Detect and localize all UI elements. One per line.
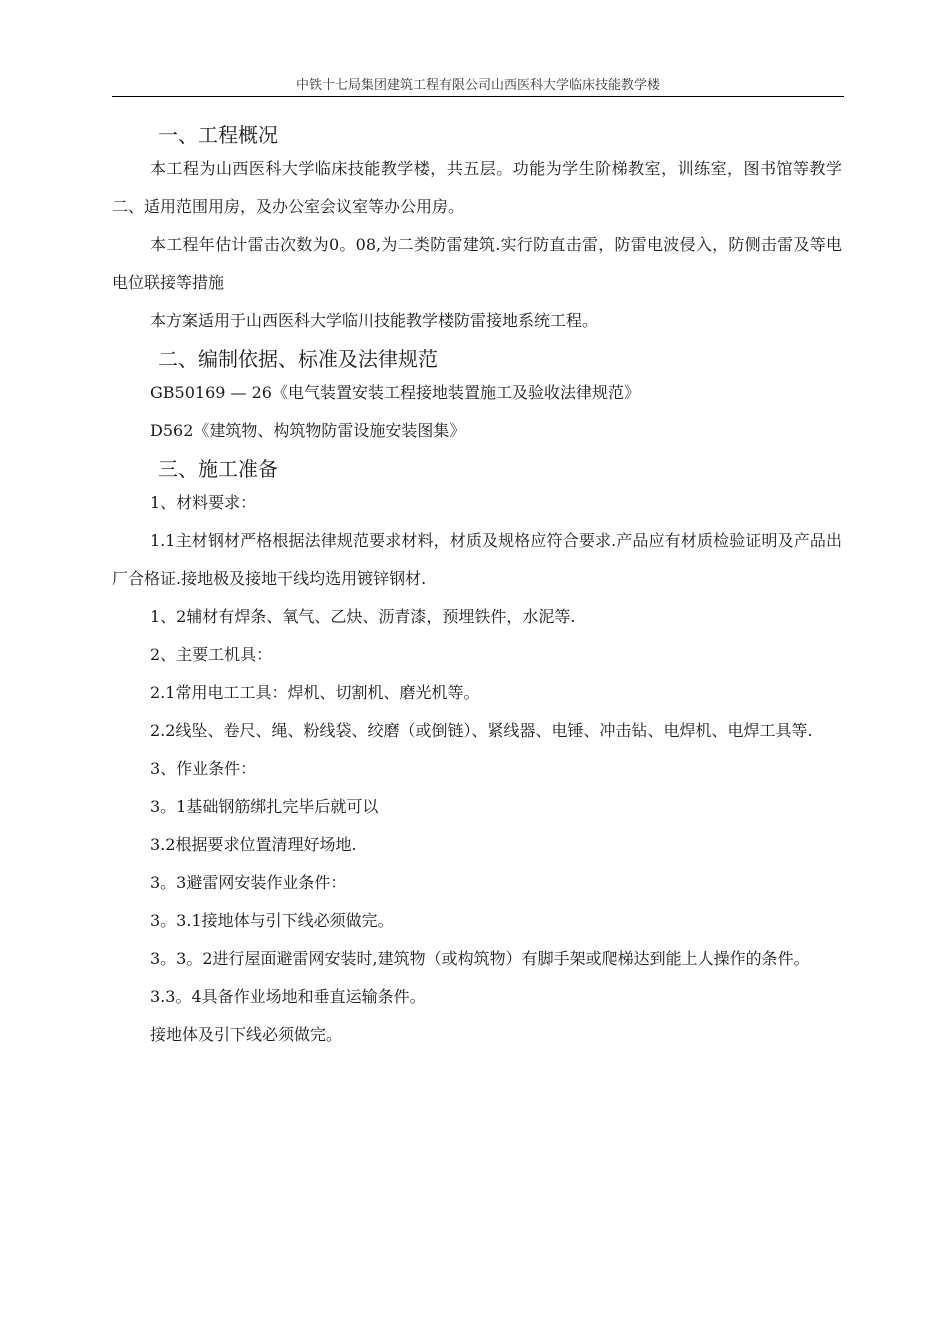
item-other-tools: 2.2线坠、卷尺、绳、粉线袋、绞磨（或倒链）、紧线器、电锤、冲击钻、电焊机、电焊工具等. xyxy=(150,721,813,740)
paragraph-scope: 本方案适用于山西医科大学临川技能教学楼防雷接地系统工程。 xyxy=(150,311,599,330)
item-condition-3-3-4: 3.3。4具备作业场地和垂直运输条件。 xyxy=(150,987,426,1006)
document-body xyxy=(112,118,842,1054)
item-grounding-complete: 接地体及引下线必须做完。 xyxy=(150,1025,343,1044)
standard-item-gb50169: GB50169 — 26《电气装置安装工程接地装置施工及验收法律规范》 xyxy=(150,383,640,402)
section-heading-overview: 一、工程概况 xyxy=(158,123,278,147)
item-condition-3-3-2: 3。3。2进行屋面避雷网安装时,建筑物（或构筑物）有脚手架或爬梯达到能上人操作的条件。 xyxy=(150,949,810,968)
section-heading-basis: 二、编制依据、标准及法律规范 xyxy=(158,347,438,371)
item-condition-3-1: 3。1基础钢筋绑扎完毕后就可以 xyxy=(150,797,379,816)
item-work-conditions: 3、作业条件： xyxy=(150,759,257,778)
item-electrical-tools: 2.1常用电工工具：焊机、切割机、磨光机等。 xyxy=(150,683,480,702)
item-main-tools: 2、主要工机具： xyxy=(150,645,273,664)
page-header: 中铁十七局集团建筑工程有限公司山西医科大学临床技能教学楼 xyxy=(295,78,660,93)
header-divider xyxy=(112,96,844,97)
item-auxiliary-materials: 1、2辅材有焊条、氧气、乙炔、沥青漆，预埋铁件，水泥等. xyxy=(150,607,576,626)
paragraph-project-description: 本工程为山西医科大学临床技能教学楼，共五层。功能为学生阶梯教室，训练室，图书馆等教学二、适用范围用房，及办公室会议室等办公用房。 xyxy=(112,159,842,216)
item-condition-3-3-1: 3。3.1接地体与引下线必须做完。 xyxy=(150,911,394,930)
standard-item-d562: D562《建筑物、构筑物防雷设施安装图集》 xyxy=(150,421,466,440)
paragraph-lightning-protection: 本工程年估计雷击次数为0。08,为二类防雷建筑.实行防直击雷，防雷电波侵入，防侧击雷及等电电位联接等措施 xyxy=(112,235,842,292)
item-material-requirements: 1、材料要求： xyxy=(150,493,257,512)
item-main-materials: 1.1主材钢材严格根据法律规范要求材料，材质及规格应符合要求.产品应有材质检验证明及产品出厂合格证.接地极及接地干线均选用镀锌钢材. xyxy=(112,531,842,588)
section-heading-preparation: 三、施工准备 xyxy=(158,457,278,481)
item-condition-3-3: 3。3避雷网安装作业条件： xyxy=(150,873,347,892)
item-condition-3-2: 3.2根据要求位置清理好场地. xyxy=(150,835,357,854)
